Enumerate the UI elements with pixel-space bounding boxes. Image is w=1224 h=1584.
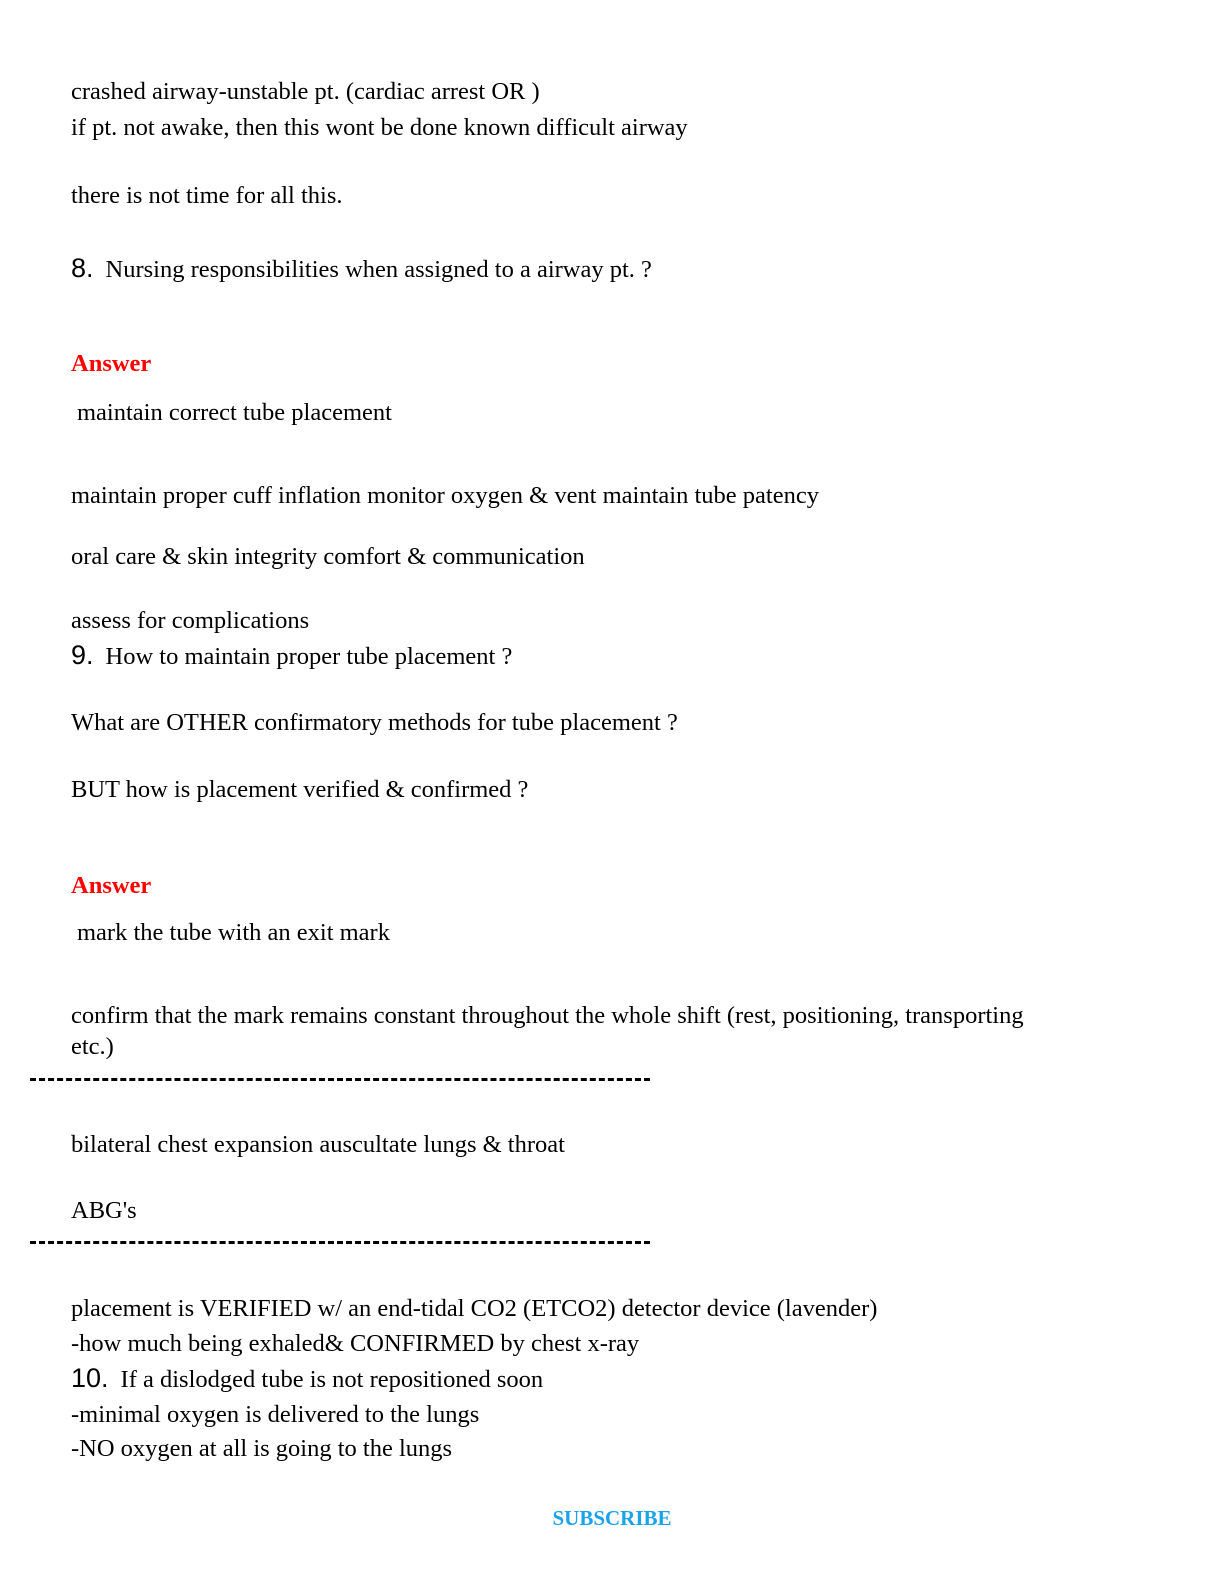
subscribe-link[interactable]: SUBSCRIBE (552, 1506, 672, 1530)
question-8 (71, 255, 652, 283)
question-number: 8. (71, 253, 94, 283)
answer-line: placement is VERIFIED w/ an end-tidal CO2 (ETCO2) detector device (lavender) (71, 1295, 878, 1322)
answer-line: -how much being exhaled& CONFIRMED by chest x-ray (71, 1330, 640, 1357)
question-line: What are OTHER confirmatory methods for tube placement ? (71, 709, 678, 736)
answer-heading: Answer (71, 350, 152, 377)
question-number: 9. (71, 640, 94, 670)
answer-heading: Answer (71, 872, 152, 899)
answer-line: mark the tube with an exit mark (77, 919, 390, 946)
question-9 (71, 642, 512, 670)
answer-line: bilateral chest expansion auscultate lungs & throat (71, 1131, 565, 1158)
question-line: -NO oxygen at all is going to the lungs (71, 1435, 453, 1462)
answer-line: oral care & skin integrity comfort & communication (71, 543, 585, 570)
question-text: Nursing responsibilities when assigned to a airway pt. ? (105, 256, 652, 283)
text-line: crashed airway-unstable pt. (cardiac arrest OR ) (71, 78, 540, 105)
answer-line: maintain proper cuff inflation monitor oxygen & vent maintain tube patency (71, 482, 819, 509)
question-10 (71, 1365, 543, 1393)
question-text: If a dislodged tube is not repositioned soon (120, 1366, 544, 1393)
answer-line: etc.) (71, 1033, 114, 1060)
question-line: -minimal oxygen is delivered to the lungs (71, 1401, 480, 1428)
question-line: BUT how is placement verified & confirmed ? (71, 776, 529, 803)
question-text: How to maintain proper tube placement ? (105, 643, 513, 670)
answer-line: maintain correct tube placement (77, 399, 392, 426)
question-number: 10. (71, 1363, 109, 1393)
text-line: there is not time for all this. (71, 182, 343, 209)
text-line: if pt. not awake, then this wont be done known difficult airway (71, 114, 688, 141)
answer-line: assess for complications (71, 607, 310, 634)
dashed-divider (30, 1078, 650, 1081)
answer-line: ABG's (71, 1197, 137, 1224)
dashed-divider (30, 1241, 650, 1244)
answer-line: confirm that the mark remains constant throughout the whole shift (rest, positioning, transporting (71, 1002, 1024, 1029)
